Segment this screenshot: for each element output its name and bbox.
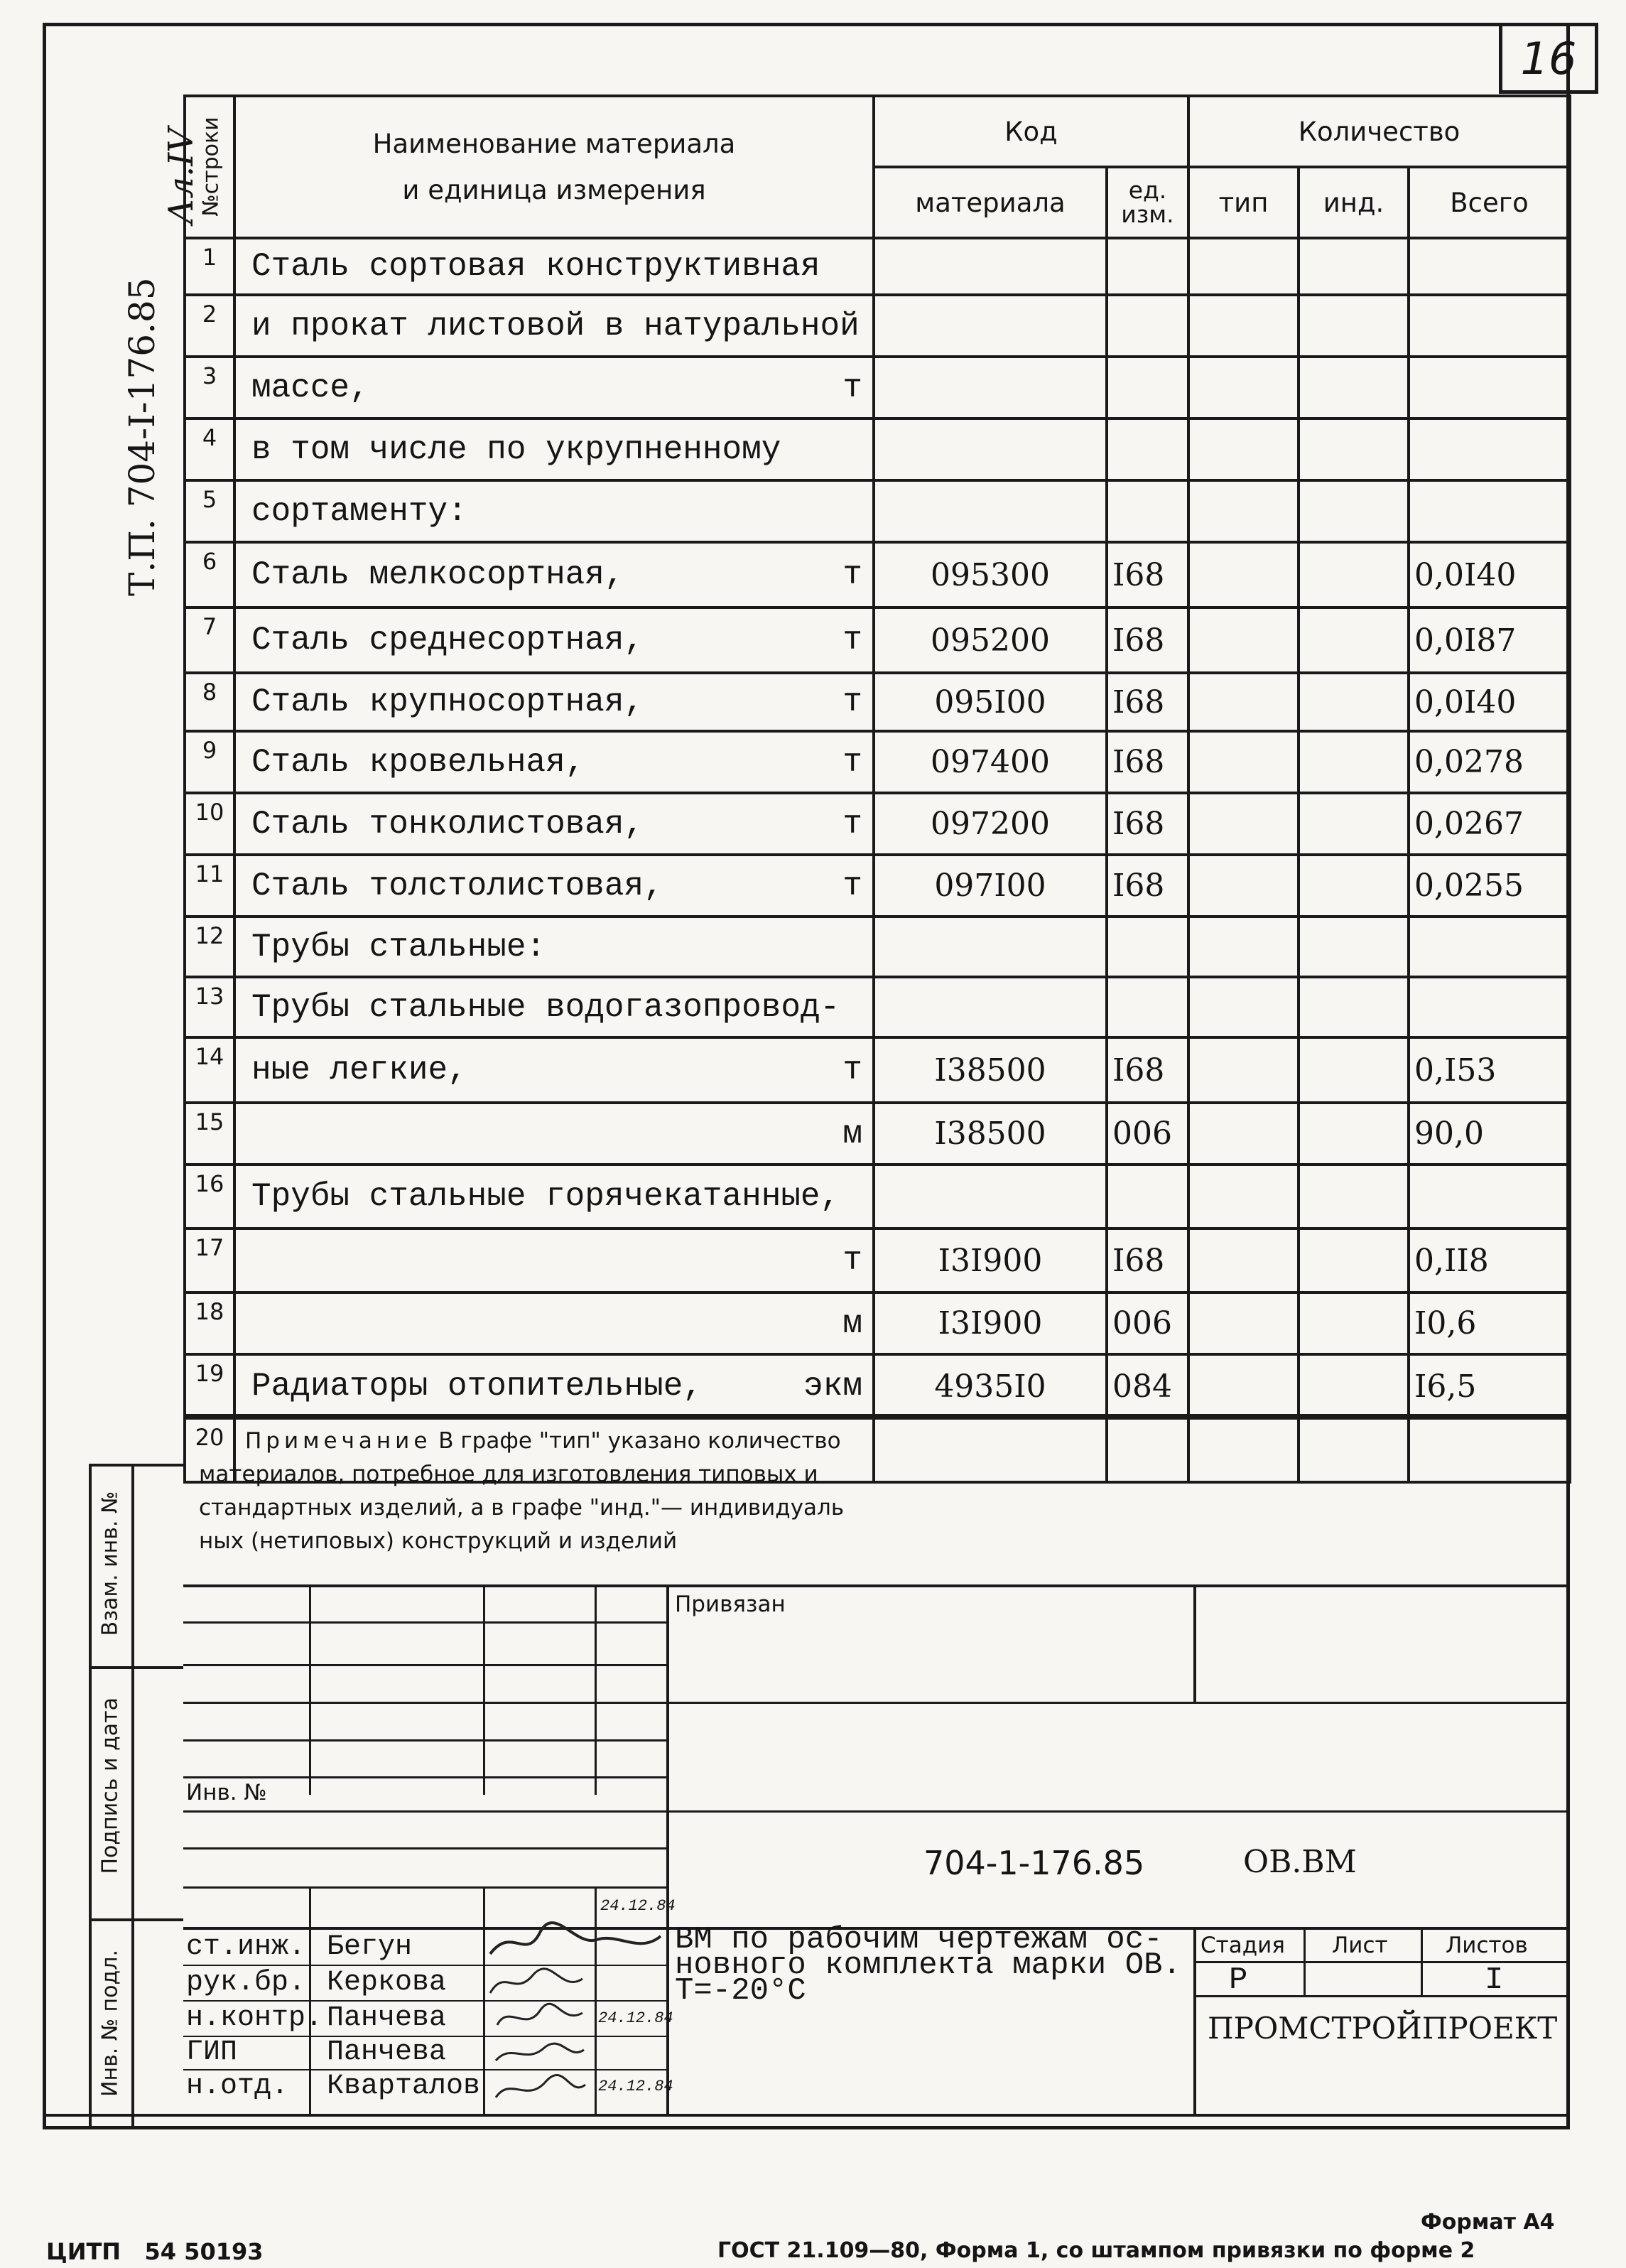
row-name-text: Сталь тонколистовая, [251,805,644,843]
row-name-text: Радиаторы отопительные, [251,1368,703,1405]
row-ind [1299,608,1409,673]
row-name [234,977,874,1037]
row-ind [1299,418,1409,480]
row-type [1188,1228,1299,1292]
row-code [874,295,1107,357]
row-name-text: Сталь мелкосортная, [251,556,624,593]
row-code: 095I00 [874,673,1107,731]
table-row [185,357,1570,418]
row-number: 11 [185,855,234,917]
row-total: 0,I53 [1409,1037,1570,1103]
row-number: 4 [185,418,234,480]
row-number: 7 [185,608,234,673]
signature-1 [483,1918,668,1968]
row-total: 0,0267 [1409,793,1570,855]
signature-4 [490,2036,590,2070]
row-unit-word: м [842,1305,862,1342]
side-vzam: Взам. инв. № [97,1491,123,1636]
row-total: I6,5 [1409,1354,1570,1418]
row-unit-word: т [842,684,862,720]
stamp-sheets-value: I [1485,1962,1504,1998]
table-row [185,855,1570,917]
row-unit-code [1107,917,1188,977]
header-material: материала [874,167,1107,238]
row-total: 0,0I87 [1409,608,1570,673]
row-ind [1299,542,1409,608]
row-ind [1299,480,1409,542]
stamp-org: ПРОМСТРОЙПРОЕКТ [1208,2011,1558,2046]
stamp-sheet-label: Лист [1332,1933,1388,1958]
table-row [185,1354,1570,1418]
table-row [185,1165,1570,1228]
row-ind [1299,1354,1409,1418]
row-name [234,357,874,418]
row-type [1188,917,1299,977]
table-row [185,1103,1570,1165]
row-total: I0,6 [1409,1292,1570,1354]
row-name [234,917,874,977]
signature-2 [483,1965,590,2000]
table-row [185,418,1570,480]
row-type [1188,357,1299,418]
signer-name: Панчева [327,2002,447,2034]
row-unit-code: 084 [1107,1354,1188,1418]
row-ind [1299,238,1409,295]
row-name [234,295,874,357]
row-unit-word: т [842,867,862,904]
row-type [1188,295,1299,357]
table-row [185,917,1570,977]
row-name-text: Сталь кровельная, [251,743,585,781]
row-type [1188,1354,1299,1418]
row-unit-code: I68 [1107,855,1188,917]
header-total: Всего [1409,167,1570,238]
stamp-sheets-label: Листов [1446,1933,1528,1958]
row-unit-code: I68 [1107,1037,1188,1103]
row-name-text: Трубы стальные горячекатанные, [251,1178,840,1215]
row-unit-code: 006 [1107,1292,1188,1354]
row-number: 18 [185,1292,234,1354]
row-code: 097I00 [874,855,1107,917]
stamp-doc-code: 704-1-176.85 [923,1844,1145,1882]
signer-role: рук.бр. [186,1967,306,1999]
row-ind [1299,917,1409,977]
row-name [234,673,874,731]
row-ind [1299,855,1409,917]
footer-gost: ГОСТ 21.109—80, Форма 1, со штампом привязки по форме 2 [717,2238,1475,2263]
row-name [234,1292,874,1354]
row-unit-code: I68 [1107,608,1188,673]
row-name-text: и прокат листовой в натуральной [251,307,860,345]
row-number: 15 [185,1103,234,1165]
row-unit-word: т [842,1052,862,1089]
stamp-inv-no: Инв. № [186,1780,267,1805]
header-unit: ед. изм. [1107,167,1188,238]
row-unit-word: т [842,805,862,843]
row-code [874,418,1107,480]
row-code [874,238,1107,295]
row-number: 3 [185,357,234,418]
row-name-text: массе, [251,369,369,406]
row-unit-word: т [842,743,862,781]
row-number: 16 [185,1165,234,1228]
note-line4: ных (нетиповых) конструкций и изделий [199,1528,678,1554]
row-type [1188,855,1299,917]
row-total: 0,0278 [1409,731,1570,793]
signer-role: н.отд. [186,2070,289,2102]
table-row [185,793,1570,855]
row-unit-code [1107,238,1188,295]
header-ind: инд. [1299,167,1409,238]
stamp-title [675,1922,1181,2009]
table-row [185,977,1570,1037]
row-total [1409,977,1570,1037]
row-unit-code [1107,1165,1188,1228]
row-number: 9 [185,731,234,793]
row-type [1188,480,1299,542]
row-unit-code [1107,357,1188,418]
row-code [874,1165,1107,1228]
row-unit-code [1107,418,1188,480]
row-code [874,917,1107,977]
row-code: 095300 [874,542,1107,608]
row-name [234,608,874,673]
footer-left: ЦИТП 54 50193 [46,2238,264,2265]
row-number: 1 [185,238,234,295]
header-quantity: Количество [1188,96,1570,167]
row-code [874,977,1107,1037]
header-row-no [185,96,234,238]
row-total: 0,0I40 [1409,542,1570,608]
row-code: I38500 [874,1103,1107,1165]
signature-3 [490,2000,590,2036]
row-unit-word: м [842,1115,862,1152]
row-name-text: в том числе по укрупненному [251,431,781,468]
row-total: 0,II8 [1409,1228,1570,1292]
row-code: I38500 [874,1037,1107,1103]
sheet-number: 16 [1499,23,1598,94]
row-code: 097400 [874,731,1107,793]
row-total [1409,238,1570,295]
row-type [1188,977,1299,1037]
stamp-doc-mark: ОВ.ВМ [1243,1844,1357,1880]
header-name [234,96,874,238]
row-code: 095200 [874,608,1107,673]
signer-date: 24.12.84 [598,2009,673,2027]
signer-name: Керкова [327,1967,447,1999]
stamp-privyazan: Привязан [675,1592,786,1617]
row-unit-code [1107,977,1188,1037]
row-ind [1299,1037,1409,1103]
row-number: 8 [185,673,234,731]
row-unit-code: I68 [1107,731,1188,793]
note [199,1425,1549,1558]
row-number: 5 [185,480,234,542]
row-unit-word: т [842,369,862,406]
table-row [185,608,1570,673]
row-unit-code: I68 [1107,793,1188,855]
side-podpis: Подпись и дата [97,1697,123,1874]
row-unit-word: т [842,556,862,593]
row-unit-code: I68 [1107,1228,1188,1292]
row-type [1188,1103,1299,1165]
row-name-text: Сталь толстолистовая, [251,867,663,904]
footer-format: Формат А4 [1421,2210,1555,2235]
row-unit-code [1107,480,1188,542]
table-row [185,480,1570,542]
row-type [1188,673,1299,731]
row-ind [1299,295,1409,357]
row-type [1188,1037,1299,1103]
row-name-text: сортаменту: [251,492,467,530]
note-line3: стандартных изделий, а в графе "инд."— индивидуаль [199,1495,845,1521]
header-row-no-label: №строки [198,117,224,217]
signer-name: Кварталов [327,2070,481,2102]
table-row [185,238,1570,295]
row-ind [1299,793,1409,855]
row-total [1409,917,1570,977]
table-row [185,542,1570,608]
row-name [234,731,874,793]
row-name [234,1103,874,1165]
row-total [1409,1165,1570,1228]
side-inv-podl: Инв. № подл. [97,1950,123,2097]
header-code: Код [874,96,1188,167]
table-row [185,295,1570,357]
row-name [234,1165,874,1228]
row-total: 0,0I40 [1409,673,1570,731]
row-ind [1299,357,1409,418]
row-name [234,418,874,480]
row-number: 14 [185,1037,234,1103]
row-name [234,238,874,295]
row-unit-code [1107,295,1188,357]
signer-name: Бегун [327,1931,413,1963]
row-type [1188,793,1299,855]
table-row [185,1037,1570,1103]
row-name-text: Сталь сортовая конструктивная [251,248,820,285]
header-name-line1: Наименование материала [372,129,736,159]
row-ind [1299,1228,1409,1292]
row-type [1188,418,1299,480]
signer-role: н.контр. [186,2002,323,2034]
row-number: 10 [185,793,234,855]
signer-role: ст.инж. [186,1931,306,1963]
row-code [874,480,1107,542]
row-total: 0,0255 [1409,855,1570,917]
spec-table [183,94,1568,1484]
signer-role: ГИП [186,2036,238,2068]
signer-date: 24.12.84 [598,2078,673,2095]
stamp-title-line2: новного комплекта марки ОВ. [675,1948,1181,1983]
row-name [234,855,874,917]
row-number: 13 [185,977,234,1037]
row-name [234,1037,874,1103]
row-number: 17 [185,1228,234,1292]
row-unit-word: т [842,1242,862,1279]
row-unit-word: экм [803,1368,862,1405]
row-ind [1299,1292,1409,1354]
row-unit-code: I68 [1107,673,1188,731]
header-type: тип [1188,167,1299,238]
row-name-text: Трубы стальные: [251,928,546,966]
note-lead: Примечание [245,1428,432,1454]
row-type [1188,542,1299,608]
row-name [234,793,874,855]
row-type [1188,1292,1299,1354]
row-number: 20 [185,1418,234,1482]
row-total [1409,480,1570,542]
note-line2: материалов, потребное для изготовления типовых и [199,1462,818,1487]
side-code-text: Т.П. 704-I-176.85 [121,277,163,596]
row-type [1188,1165,1299,1228]
row-name [234,480,874,542]
row-number: 6 [185,542,234,608]
stamp-stage-value: Р [1229,1962,1248,1998]
row-code [874,357,1107,418]
album-text: Ал.IV [161,128,201,225]
row-total: 90,0 [1409,1103,1570,1165]
row-ind [1299,977,1409,1037]
row-total [1409,357,1570,418]
row-name-text: Сталь среднесортная, [251,622,644,659]
stamp-stage-label: Стадия [1200,1933,1285,1958]
row-name-text: Сталь крупносортная, [251,684,644,720]
signer-name: Панчева [327,2036,447,2068]
row-type [1188,238,1299,295]
row-type [1188,608,1299,673]
row-number: 19 [185,1354,234,1418]
row-unit-code: I68 [1107,542,1188,608]
row-name [234,542,874,608]
row-ind [1299,1103,1409,1165]
row-name-text: ные легкие, [251,1052,467,1089]
row-unit-code: 006 [1107,1103,1188,1165]
row-name [234,1228,874,1292]
stamp-title-line3: Т=-20°С [675,1973,806,2009]
row-number: 2 [185,295,234,357]
row-code: 097200 [874,793,1107,855]
row-code: 4935I0 [874,1354,1107,1418]
row-ind [1299,731,1409,793]
table-row [185,1228,1570,1292]
row-total [1409,418,1570,480]
table-row [185,1292,1570,1354]
row-unit-word: т [842,622,862,659]
table-row [185,673,1570,731]
row-code: I3I900 [874,1228,1107,1292]
row-number: 12 [185,917,234,977]
note-line1: В графе "тип" указано количество [438,1428,841,1454]
row-name [234,1354,874,1418]
row-type [1188,731,1299,793]
row-code: I3I900 [874,1292,1107,1354]
row-name-text: Трубы стальные водогазопровод- [251,988,840,1026]
row-ind [1299,673,1409,731]
table-row [185,731,1570,793]
row-total [1409,295,1570,357]
stamp-title-line1: ВМ по рабочим чертежам ос- [675,1922,1163,1958]
signature-5 [490,2069,590,2108]
row-ind [1299,1165,1409,1228]
header-name-line2: и единица измерения [402,175,706,205]
stamp-date-top: 24.12.84 [600,1897,676,1915]
